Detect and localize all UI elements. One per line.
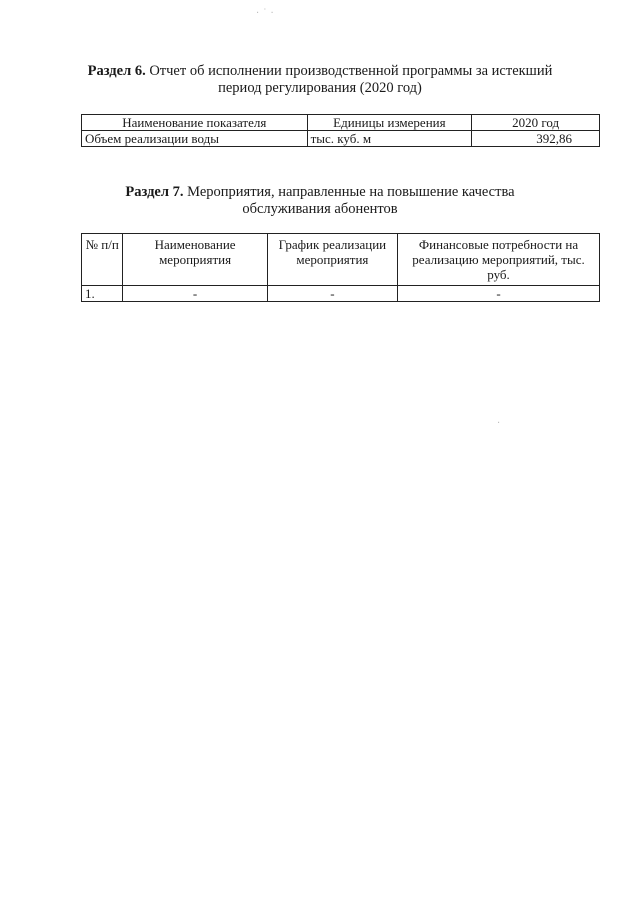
- cell-number: 1.: [82, 286, 123, 302]
- column-header-measure-name: Наименование мероприятия: [123, 234, 267, 286]
- section-6-title: Отчет об исполнении производственной программы за истекший: [145, 63, 553, 79]
- measures-table: [81, 233, 600, 302]
- section-7-title: Мероприятия, направленные на повышение качества: [183, 184, 515, 200]
- scan-noise: ·: [497, 418, 501, 429]
- table-header-row: [82, 115, 600, 131]
- production-program-table: [81, 114, 600, 147]
- table-row: [82, 286, 600, 302]
- cell-unit: тыс. куб. м: [307, 131, 472, 147]
- column-header-indicator: Наименование показателя: [82, 115, 308, 131]
- cell-measure-name: -: [123, 286, 267, 302]
- column-header-year: 2020 год: [472, 115, 600, 131]
- column-header-unit: Единицы измерения: [307, 115, 472, 131]
- section-7-heading-line1: [0, 184, 640, 201]
- section-7-heading-line2: обслуживания абонентов: [242, 201, 398, 217]
- section-7-label: Раздел 7.: [125, 184, 184, 200]
- scan-noise: · ˙ ·: [256, 8, 274, 19]
- section-6-heading-line1: [0, 63, 640, 80]
- table-row: [82, 131, 600, 147]
- column-header-schedule: График реализации мероприятия: [267, 234, 397, 286]
- section-7-heading: [0, 184, 640, 218]
- table-header-row: [82, 234, 600, 286]
- section-6-heading: [0, 63, 640, 97]
- cell-indicator-name: Объем реализации воды: [82, 131, 308, 147]
- cell-finance: -: [398, 286, 600, 302]
- column-header-number: № п/п: [82, 234, 123, 286]
- section-6-heading-line2: период регулирования (2020 год): [218, 80, 422, 96]
- cell-value: 392,86: [472, 131, 600, 147]
- section-6-label: Раздел 6.: [87, 63, 146, 79]
- column-header-finance: Финансовые потребности на реализацию мероприятий, тыс. руб.: [398, 234, 600, 286]
- cell-schedule: -: [267, 286, 397, 302]
